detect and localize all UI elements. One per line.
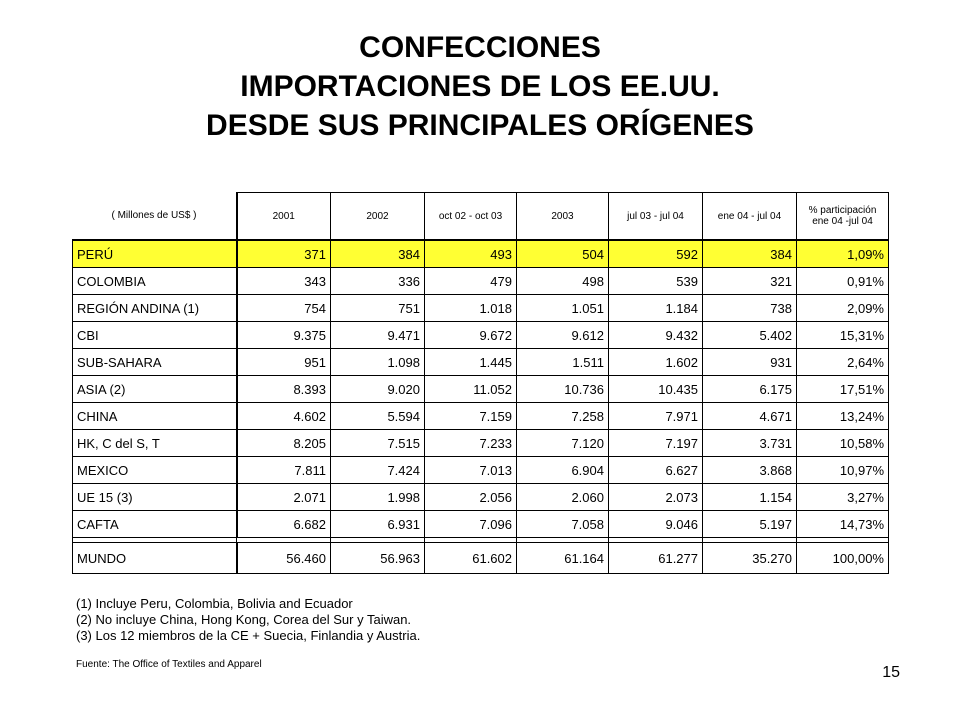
cell: 1.998 <box>331 484 425 511</box>
cell: 321 <box>703 268 797 295</box>
cell: 100,00% <box>797 543 889 574</box>
cell: 10,58% <box>797 430 889 457</box>
source-note: Fuente: The Office of Textiles and Apparel <box>76 659 262 670</box>
title-line-1: CONFECCIONES <box>359 31 601 64</box>
cell: 11.052 <box>425 376 517 403</box>
cell: 1.098 <box>331 349 425 376</box>
footnotes <box>76 596 420 644</box>
table-row-cbi <box>73 322 889 349</box>
footnote-3: (3) Los 12 miembros de la CE + Suecia, Finlandia y Austria. <box>76 628 421 643</box>
cell: 2.073 <box>609 484 703 511</box>
cell: 61.277 <box>609 543 703 574</box>
cell: 0,91% <box>797 268 889 295</box>
cell: 10.435 <box>609 376 703 403</box>
table-row-mundo <box>73 543 889 574</box>
cell: 13,24% <box>797 403 889 430</box>
units-header: ( Millones de US$ ) <box>73 193 237 241</box>
cell: 7.197 <box>609 430 703 457</box>
cell: 4.671 <box>703 403 797 430</box>
title-line-2: IMPORTACIONES DE LOS EE.UU. <box>240 70 720 103</box>
cell: 3.868 <box>703 457 797 484</box>
footnote-1: (1) Incluye Peru, Colombia, Bolivia and Ecuador <box>76 596 353 611</box>
title-line-3: DESDE SUS PRINCIPALES ORÍGENES <box>206 109 754 142</box>
cell: 493 <box>425 240 517 268</box>
cell: 539 <box>609 268 703 295</box>
table-header-row <box>73 193 889 241</box>
cell: 5.197 <box>703 511 797 538</box>
table-row-colombia <box>73 268 889 295</box>
cell: 35.270 <box>703 543 797 574</box>
cell: 61.164 <box>517 543 609 574</box>
cell: 9.432 <box>609 322 703 349</box>
table-row-sub-sahara <box>73 349 889 376</box>
header-2001: 2001 <box>237 193 331 241</box>
cell: 7.058 <box>517 511 609 538</box>
cell: 2,64% <box>797 349 889 376</box>
cell: 1.602 <box>609 349 703 376</box>
cell: 5.594 <box>331 403 425 430</box>
cell: 9.471 <box>331 322 425 349</box>
cell: 2.056 <box>425 484 517 511</box>
row-label: CBI <box>73 322 237 349</box>
table-row-china <box>73 403 889 430</box>
header-participacion-line2: ene 04 -jul 04 <box>812 216 873 227</box>
row-label: SUB-SAHARA <box>73 349 237 376</box>
cell: 5.402 <box>703 322 797 349</box>
cell: 6.931 <box>331 511 425 538</box>
table-row-ue15 <box>73 484 889 511</box>
header-participacion-line1: % participación <box>808 205 877 216</box>
row-label: COLOMBIA <box>73 268 237 295</box>
cell: 7.811 <box>237 457 331 484</box>
cell: 10,97% <box>797 457 889 484</box>
slide-title <box>0 28 960 145</box>
cell: 504 <box>517 240 609 268</box>
cell: 14,73% <box>797 511 889 538</box>
header-2003: 2003 <box>517 193 609 241</box>
cell: 751 <box>331 295 425 322</box>
row-label: REGIÓN ANDINA (1) <box>73 295 237 322</box>
cell: 1.511 <box>517 349 609 376</box>
cell: 336 <box>331 268 425 295</box>
row-label: UE 15 (3) <box>73 484 237 511</box>
table-row-asia <box>73 376 889 403</box>
cell: 1.445 <box>425 349 517 376</box>
cell: 6.175 <box>703 376 797 403</box>
cell: 371 <box>237 240 331 268</box>
cell: 6.682 <box>237 511 331 538</box>
cell: 2,09% <box>797 295 889 322</box>
cell: 7.096 <box>425 511 517 538</box>
cell: 17,51% <box>797 376 889 403</box>
cell: 7.971 <box>609 403 703 430</box>
cell: 7.515 <box>331 430 425 457</box>
row-label: CAFTA <box>73 511 237 538</box>
cell: 9.375 <box>237 322 331 349</box>
row-label: PERÚ <box>73 240 237 268</box>
header-2002: 2002 <box>331 193 425 241</box>
cell: 7.120 <box>517 430 609 457</box>
cell: 3.731 <box>703 430 797 457</box>
cell: 7.258 <box>517 403 609 430</box>
cell: 9.672 <box>425 322 517 349</box>
cell: 592 <box>609 240 703 268</box>
cell: 7.159 <box>425 403 517 430</box>
table-row-cafta <box>73 511 889 538</box>
header-ene04-jul04: ene 04 - jul 04 <box>703 193 797 241</box>
row-label: HK, C del S, T <box>73 430 237 457</box>
cell: 8.393 <box>237 376 331 403</box>
row-label: ASIA (2) <box>73 376 237 403</box>
header-oct02-oct03: oct 02 - oct 03 <box>425 193 517 241</box>
cell: 10.736 <box>517 376 609 403</box>
cell: 6.904 <box>517 457 609 484</box>
row-label: CHINA <box>73 403 237 430</box>
cell: 1.184 <box>609 295 703 322</box>
header-participacion <box>797 193 889 241</box>
table-row-peru <box>73 240 889 268</box>
cell: 7.013 <box>425 457 517 484</box>
cell: 56.460 <box>237 543 331 574</box>
cell: 1.018 <box>425 295 517 322</box>
footnote-2: (2) No incluye China, Hong Kong, Corea del Sur y Taiwan. <box>76 612 412 627</box>
cell: 343 <box>237 268 331 295</box>
cell: 8.205 <box>237 430 331 457</box>
cell: 6.627 <box>609 457 703 484</box>
table-row-region-andina <box>73 295 889 322</box>
cell: 7.424 <box>331 457 425 484</box>
cell: 15,31% <box>797 322 889 349</box>
cell: 9.046 <box>609 511 703 538</box>
table-row-hk <box>73 430 889 457</box>
cell: 61.602 <box>425 543 517 574</box>
cell: 1.051 <box>517 295 609 322</box>
cell: 56.963 <box>331 543 425 574</box>
cell: 384 <box>331 240 425 268</box>
cell: 4.602 <box>237 403 331 430</box>
cell: 1,09% <box>797 240 889 268</box>
cell: 9.020 <box>331 376 425 403</box>
row-label: MEXICO <box>73 457 237 484</box>
cell: 3,27% <box>797 484 889 511</box>
cell: 2.060 <box>517 484 609 511</box>
cell: 7.233 <box>425 430 517 457</box>
cell: 384 <box>703 240 797 268</box>
table-row-mexico <box>73 457 889 484</box>
cell: 9.612 <box>517 322 609 349</box>
cell: 754 <box>237 295 331 322</box>
cell: 931 <box>703 349 797 376</box>
cell: 479 <box>425 268 517 295</box>
header-jul03-jul04: jul 03 - jul 04 <box>609 193 703 241</box>
cell: 498 <box>517 268 609 295</box>
imports-table <box>72 192 889 574</box>
cell: 738 <box>703 295 797 322</box>
row-label: MUNDO <box>73 543 237 574</box>
page-number: 15 <box>882 664 900 681</box>
cell: 1.154 <box>703 484 797 511</box>
cell: 2.071 <box>237 484 331 511</box>
cell: 951 <box>237 349 331 376</box>
